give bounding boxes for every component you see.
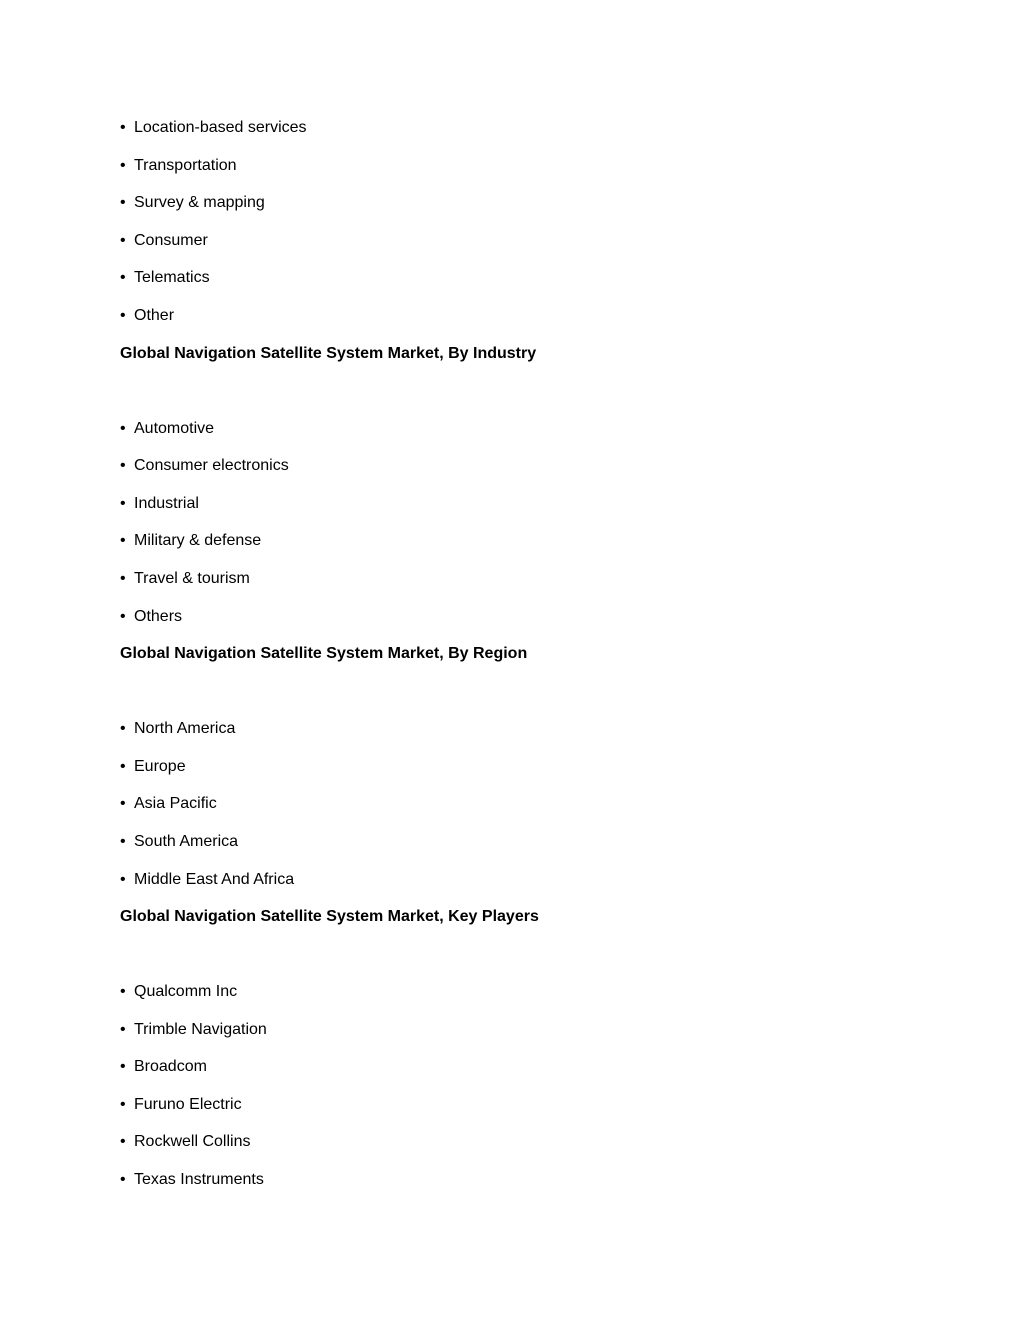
bullet: • (120, 983, 126, 1001)
list-item-text: Trimble Navigation (134, 1020, 267, 1038)
list-item (120, 1132, 920, 1152)
list-item-text: Travel & tourism (134, 569, 250, 587)
list-item-text: Military & defense (134, 532, 262, 550)
list-item (120, 607, 920, 627)
list-item-text: Others (134, 607, 183, 625)
list-item (120, 757, 920, 777)
list-item (120, 494, 920, 514)
bullet: • (120, 569, 126, 587)
bullet: • (120, 720, 126, 738)
list-item-text: Consumer electronics (134, 457, 289, 475)
list-item-text: Europe (134, 757, 186, 775)
list-item (120, 268, 920, 288)
list-item (120, 118, 920, 138)
list-item (120, 982, 920, 1002)
bullet: • (120, 194, 126, 212)
list-item (120, 156, 920, 176)
list-item-text: Middle East And Africa (134, 870, 295, 888)
list-item (120, 193, 920, 213)
section-heading-key-players: Global Navigation Satellite System Market, Key Players (120, 908, 539, 926)
list-item (120, 1057, 920, 1077)
list-item (120, 569, 920, 589)
bullet: • (120, 156, 126, 174)
list-item (120, 870, 920, 890)
bullet: • (120, 795, 126, 813)
bullet: • (120, 870, 126, 888)
bullet: • (120, 1020, 126, 1038)
list-item-text: Broadcom (134, 1058, 207, 1076)
key-players-list (120, 982, 920, 1190)
list-item (120, 531, 920, 551)
list-item-text: Telematics (134, 269, 210, 287)
list-item-text: Location-based services (134, 119, 307, 136)
bullet: • (120, 306, 126, 324)
list-item-text: North America (134, 720, 236, 738)
section-heading-industry: Global Navigation Satellite System Market, By Industry (120, 344, 537, 362)
list-item (120, 1095, 920, 1115)
document-page (120, 118, 920, 1208)
application-list (120, 118, 920, 326)
list-item-text: Qualcomm Inc (134, 983, 238, 1001)
bullet: • (120, 119, 126, 136)
bullet: • (120, 532, 126, 550)
list-item (120, 456, 920, 476)
bullet: • (120, 231, 126, 249)
list-item-text: South America (134, 832, 239, 850)
list-item-text: Survey & mapping (134, 194, 265, 212)
bullet: • (120, 419, 126, 437)
bullet: • (120, 1058, 126, 1076)
bullet: • (120, 757, 126, 775)
list-item-text: Asia Pacific (134, 795, 217, 813)
list-item-text: Other (134, 306, 175, 324)
list-item (120, 794, 920, 814)
bullet: • (120, 494, 126, 512)
industry-list (120, 419, 920, 627)
list-item-text: Transportation (134, 156, 237, 174)
list-item-text: Texas Instruments (134, 1171, 264, 1189)
bullet: • (120, 1095, 126, 1113)
list-item (120, 832, 920, 852)
list-item-text: Automotive (134, 419, 215, 437)
list-item (120, 719, 920, 739)
list-item (120, 1020, 920, 1040)
bullet: • (120, 607, 126, 625)
list-item-text: Rockwell Collins (134, 1133, 251, 1151)
section-heading-region: Global Navigation Satellite System Market, By Region (120, 645, 528, 663)
bullet: • (120, 269, 126, 287)
list-item-text: Furuno Electric (134, 1095, 242, 1113)
bullet: • (120, 457, 126, 475)
list-item (120, 306, 920, 326)
list-item (120, 231, 920, 251)
bullet: • (120, 832, 126, 850)
list-item-text: Industrial (134, 494, 199, 512)
bullet: • (120, 1133, 126, 1151)
list-item (120, 419, 920, 439)
bullet: • (120, 1171, 126, 1189)
region-list (120, 719, 920, 889)
list-item (120, 1170, 920, 1190)
list-item-text: Consumer (134, 231, 208, 249)
